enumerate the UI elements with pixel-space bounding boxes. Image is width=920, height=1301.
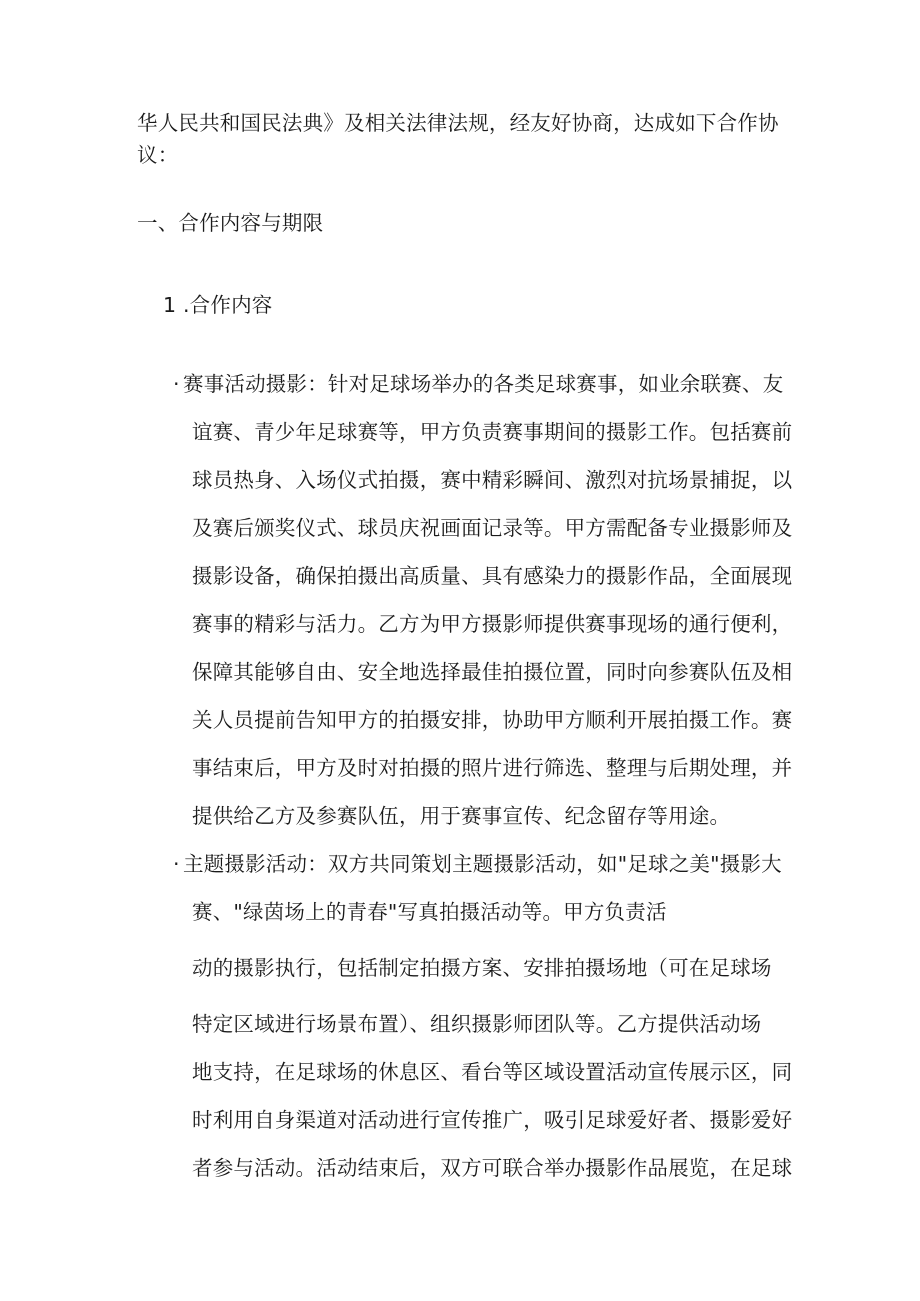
bullet-2-line-3: 动的摄影执行，包括制定拍摄方案、安排拍摄场地（可在足球场 — [192, 956, 772, 980]
bullet-1-line-3: 球员热身、入场仪式拍摄，赛中精彩瞬间、激烈对抗场景捕捉，以 — [192, 468, 793, 492]
bullet-2-line-4: 特定区域进行场景布置）、组织摄影师团队等。乙方提供活动场 — [192, 1012, 762, 1036]
bullet-2-line-7: 者参与活动。活动结束后，双方可联合举办摄影作品展览，在足球 — [192, 1156, 793, 1180]
intro-line-1: 华人民共和国民法典》及相关法律法规，经友好协商，达成如下合作协 — [137, 111, 779, 135]
bullet-1-line-5: 摄影设备，确保拍摄出高质量、具有感染力的摄影作品，全面展现 — [192, 564, 793, 588]
bullet-2-line-5: 地支持，在足球场的休息区、看台等区域设置活动宣传展示区，同 — [192, 1060, 793, 1084]
intro-line-2: 议： — [137, 143, 179, 167]
bullet-2-line-2: 赛、"绿茵场上的青春"写真拍摄活动等。甲方负责活 — [192, 900, 667, 924]
bullet-2-line-1: 主题摄影活动：双方共同策划主题摄影活动，如"足球之美"摄影大 — [183, 852, 782, 876]
bullet-1-line-8: 关人员提前告知甲方的拍摄安排，协助甲方顺利开展拍摄工作。赛 — [192, 708, 793, 732]
bullet-marker-1: · — [173, 372, 180, 396]
bullet-marker-2: · — [173, 852, 180, 876]
bullet-1-line-4: 及赛后颁奖仪式、球员庆祝画面记录等。甲方需配备专业摄影师及 — [192, 516, 793, 540]
subsection-heading: 1 .合作内容 — [163, 293, 273, 317]
bullet-1-line-1: 赛事活动摄影：针对足球场举办的各类足球赛事，如业余联赛、友 — [183, 372, 784, 396]
bullet-1-line-6: 赛事的精彩与活力。乙方为甲方摄影师提供赛事现场的通行便利， — [192, 612, 793, 636]
bullet-2-line-6: 时利用自身渠道对活动进行宣传推广，吸引足球爱好者、摄影爱好 — [192, 1108, 793, 1132]
bullet-1-line-10: 提供给乙方及参赛队伍，用于赛事宣传、纪念留存等用途。 — [192, 804, 731, 828]
bullet-1-line-9: 事结束后，甲方及时对拍摄的照片进行筛选、整理与后期处理，并 — [192, 756, 793, 780]
section-heading: 一、合作内容与期限 — [137, 211, 324, 235]
bullet-1-line-2: 谊赛、青少年足球赛等，甲方负责赛事期间的摄影工作。包括赛前 — [192, 420, 793, 444]
bullet-1-line-7: 保障其能够自由、安全地选择最佳拍摄位置，同时向参赛队伍及相 — [192, 660, 793, 684]
